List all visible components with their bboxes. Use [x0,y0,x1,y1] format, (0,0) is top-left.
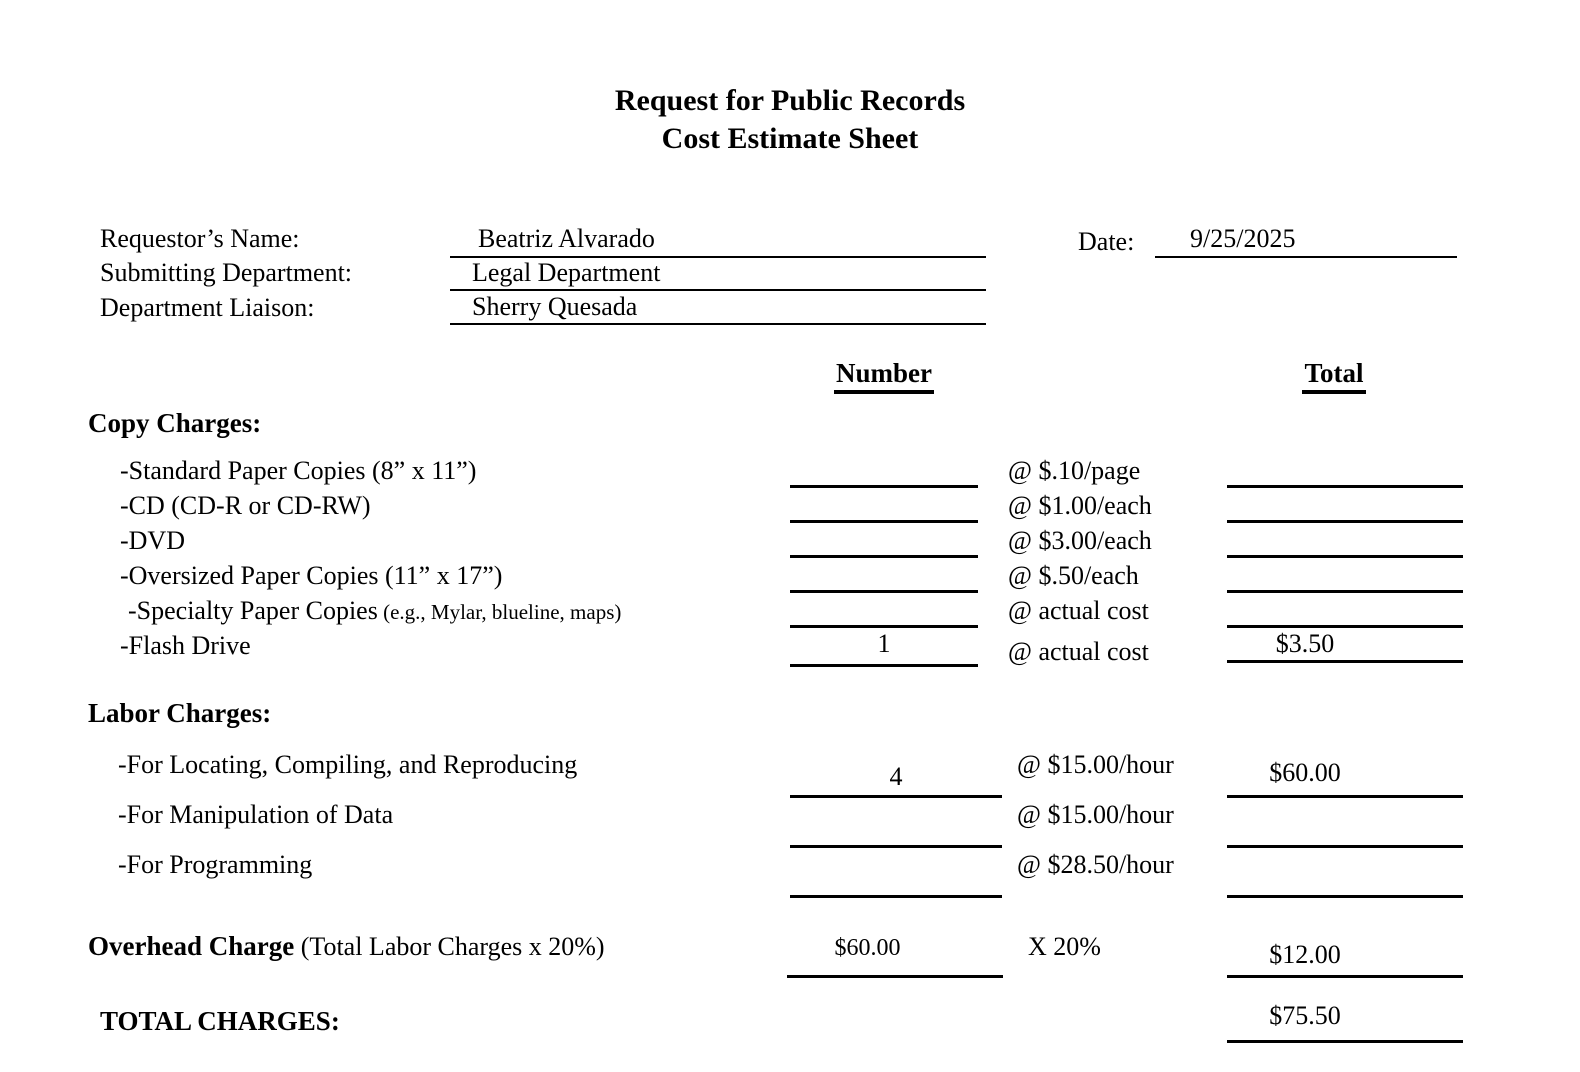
date-label: Date: [1078,227,1135,256]
submitting-department-field[interactable]: Legal Department [450,256,986,291]
overhead-multiplier-label: X 20% [1028,932,1101,961]
total-charges-label: TOTAL CHARGES: [100,1006,340,1036]
overhead-charge-row [0,928,1580,978]
copy-row-flash-drive [0,628,1580,666]
total-field[interactable]: $60.00 [1227,748,1463,798]
labor-row-programming [0,848,1580,898]
total-charges-field[interactable]: $75.50 [1227,995,1463,1043]
number-field[interactable] [790,848,1002,898]
number-field[interactable] [790,593,978,628]
labor-row-locating [0,748,1580,798]
form-title-line-1: Request for Public Records [614,84,966,117]
overhead-number-field[interactable]: $60.00 [787,928,1003,978]
number-field[interactable] [790,453,978,488]
total-field[interactable] [1227,798,1463,848]
rate-label: @ $28.50/hour [1017,850,1174,879]
total-field[interactable]: $3.50 [1227,628,1463,663]
copy-row-specialty-paper [0,593,1580,628]
item-label-note: (e.g., Mylar, blueline, maps) [377,600,622,624]
labor-row-manipulation [0,798,1580,848]
item-label: -CD (CD-R or CD-RW) [120,491,371,520]
total-column-header: Total [1284,358,1384,394]
overhead-total-field[interactable]: $12.00 [1227,928,1463,978]
rate-label: @ $15.00/hour [1017,800,1174,829]
copy-row-cd [0,488,1580,523]
total-field[interactable] [1227,523,1463,558]
total-field[interactable] [1227,488,1463,523]
number-field[interactable]: 4 [790,748,1002,798]
rate-label: @ $3.00/each [1008,526,1152,555]
total-field[interactable] [1227,593,1463,628]
item-label: -For Manipulation of Data [118,800,394,829]
copy-row-standard-paper [0,453,1580,488]
total-field[interactable] [1227,453,1463,488]
number-column-header: Number [790,358,978,394]
overhead-charge-label: Overhead Charge (Total Labor Charges x 20%) [88,931,605,961]
rate-label: @ actual cost [1008,596,1149,625]
form-title-line-2: Cost Estimate Sheet [661,122,919,155]
requestor-name-field[interactable]: Beatriz Alvarado [450,222,986,258]
date-field[interactable]: 9/25/2025 [1155,222,1457,258]
rate-label: @ $1.00/each [1008,491,1152,520]
rate-label: @ $.50/each [1008,561,1139,590]
total-field[interactable] [1227,848,1463,898]
requestor-name-label: Requestor’s Name: [100,224,300,253]
department-liaison-label: Department Liaison: [100,293,315,322]
item-label: -For Programming [118,850,313,879]
item-label: -For Locating, Compiling, and Reproducing [118,750,578,779]
rate-label: @ $15.00/hour [1017,750,1174,779]
department-liaison-field[interactable]: Sherry Quesada [450,290,986,325]
number-field[interactable]: 1 [790,628,978,667]
item-label: -DVD [120,526,185,555]
copy-charges-heading: Copy Charges: [88,408,262,438]
labor-charges-heading: Labor Charges: [88,698,272,728]
copy-row-oversized-paper [0,558,1580,593]
item-label: -Flash Drive [120,631,251,660]
total-field[interactable] [1227,558,1463,593]
number-field[interactable] [790,558,978,593]
rate-label: @ $.10/page [1008,456,1141,485]
submitting-department-label: Submitting Department: [100,258,353,287]
item-label: -Oversized Paper Copies (11” x 17”) [120,561,503,590]
item-label: -Specialty Paper Copies (e.g., Mylar, blueline, maps) [128,596,622,625]
item-label: -Standard Paper Copies (8” x 11”) [120,456,477,485]
number-field[interactable] [790,523,978,558]
number-field[interactable] [790,798,1002,848]
number-field[interactable] [790,488,978,523]
form-title [0,82,1580,158]
rate-label: @ actual cost [1008,637,1149,666]
copy-row-dvd [0,523,1580,558]
